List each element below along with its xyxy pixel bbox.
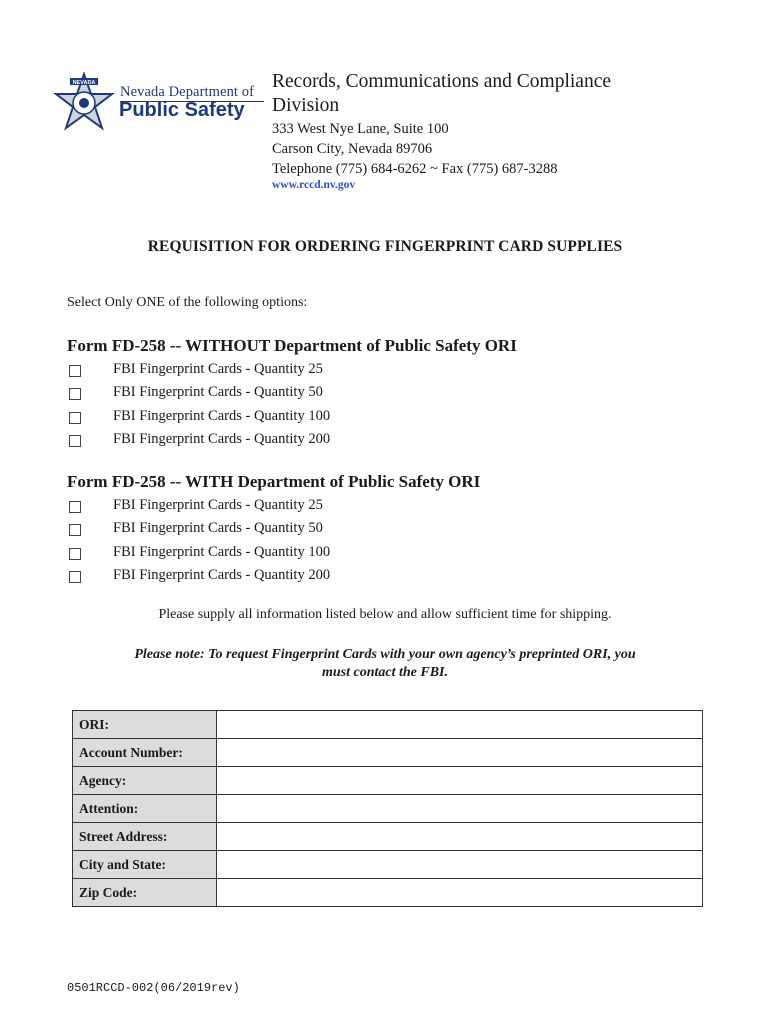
account-number-field[interactable] — [217, 740, 702, 766]
logo-line2: Public Safety — [119, 99, 245, 121]
table-row — [73, 851, 703, 879]
ori-label: ORI: — [73, 711, 217, 739]
checkbox[interactable] — [69, 388, 81, 400]
checkbox[interactable] — [69, 571, 81, 583]
table-row — [73, 823, 703, 851]
option-label: FBI Fingerprint Cards - Quantity 50 — [113, 384, 323, 401]
form-revision-code: 0501RCCD-002(06/2019rev) — [67, 981, 240, 995]
agency-field[interactable] — [217, 768, 702, 794]
option-label: FBI Fingerprint Cards - Quantity 100 — [113, 407, 331, 424]
street-address-field[interactable] — [217, 824, 702, 850]
zip-code-label: Zip Code: — [73, 879, 217, 907]
table-row — [73, 711, 703, 739]
checkbox[interactable] — [69, 412, 81, 424]
section-with-ori-title: Form FD-258 -- WITH Department of Public Safety ORI — [67, 472, 481, 491]
form-title: REQUISITION FOR ORDERING FINGERPRINT CARD SUPPLIES — [147, 238, 623, 255]
city-state-label: City and State: — [73, 851, 217, 879]
checkbox[interactable] — [69, 501, 81, 513]
agency-logo — [52, 72, 264, 142]
city-state-field[interactable] — [217, 852, 702, 878]
header-block — [272, 70, 652, 191]
option-label: FBI Fingerprint Cards - Quantity 50 — [113, 520, 323, 537]
checkbox[interactable] — [69, 365, 81, 377]
table-row — [73, 795, 703, 823]
option-label: FBI Fingerprint Cards - Quantity 100 — [113, 543, 331, 560]
address-line2: Carson City, Nevada 89706 — [272, 141, 433, 157]
zip-code-field[interactable] — [217, 880, 702, 906]
checkbox[interactable] — [69, 435, 81, 447]
option-label: FBI Fingerprint Cards - Quantity 25 — [113, 497, 323, 513]
division-name: Records, Communications and Compliance Division — [272, 71, 612, 116]
instruction-text: Select Only ONE of the following options: — [67, 295, 308, 310]
checkbox[interactable] — [69, 524, 81, 536]
table-row — [73, 767, 703, 795]
section-without-ori-title: Form FD-258 -- WITHOUT Department of Public Safety ORI — [67, 336, 517, 355]
table-row — [73, 879, 703, 907]
phone-fax: Telephone (775) 684-6262 ~ Fax (775) 687-3288 — [272, 161, 558, 177]
contact-info-table — [72, 710, 703, 907]
note-line2: must contact the FBI. — [321, 665, 449, 680]
note-line1: Please note: To request Fingerprint Cards with your own agency’s preprinted ORI, you — [134, 647, 636, 662]
ori-field[interactable] — [217, 712, 702, 738]
supply-instructions: Please supply all information listed below and allow sufficient time for shipping. — [158, 607, 612, 622]
address-line1: 333 West Nye Lane, Suite 100 — [272, 121, 449, 137]
website-link[interactable]: www.rccd.nv.gov — [272, 179, 356, 191]
ori-note — [85, 646, 685, 682]
street-address-label: Street Address: — [73, 823, 217, 851]
option-label: FBI Fingerprint Cards - Quantity 200 — [113, 566, 331, 583]
agency-label: Agency: — [73, 767, 217, 795]
attention-field[interactable] — [217, 796, 702, 822]
checkbox[interactable] — [69, 548, 81, 560]
badge-text: NEVADA — [72, 80, 96, 86]
star-badge-icon — [52, 72, 116, 142]
option-label: FBI Fingerprint Cards - Quantity 25 — [113, 361, 323, 377]
table-row — [73, 739, 703, 767]
option-label: FBI Fingerprint Cards - Quantity 200 — [113, 430, 331, 447]
attention-label: Attention: — [73, 795, 217, 823]
account-number-label: Account Number: — [73, 739, 217, 767]
logo-line1: Nevada Department of — [120, 84, 255, 100]
